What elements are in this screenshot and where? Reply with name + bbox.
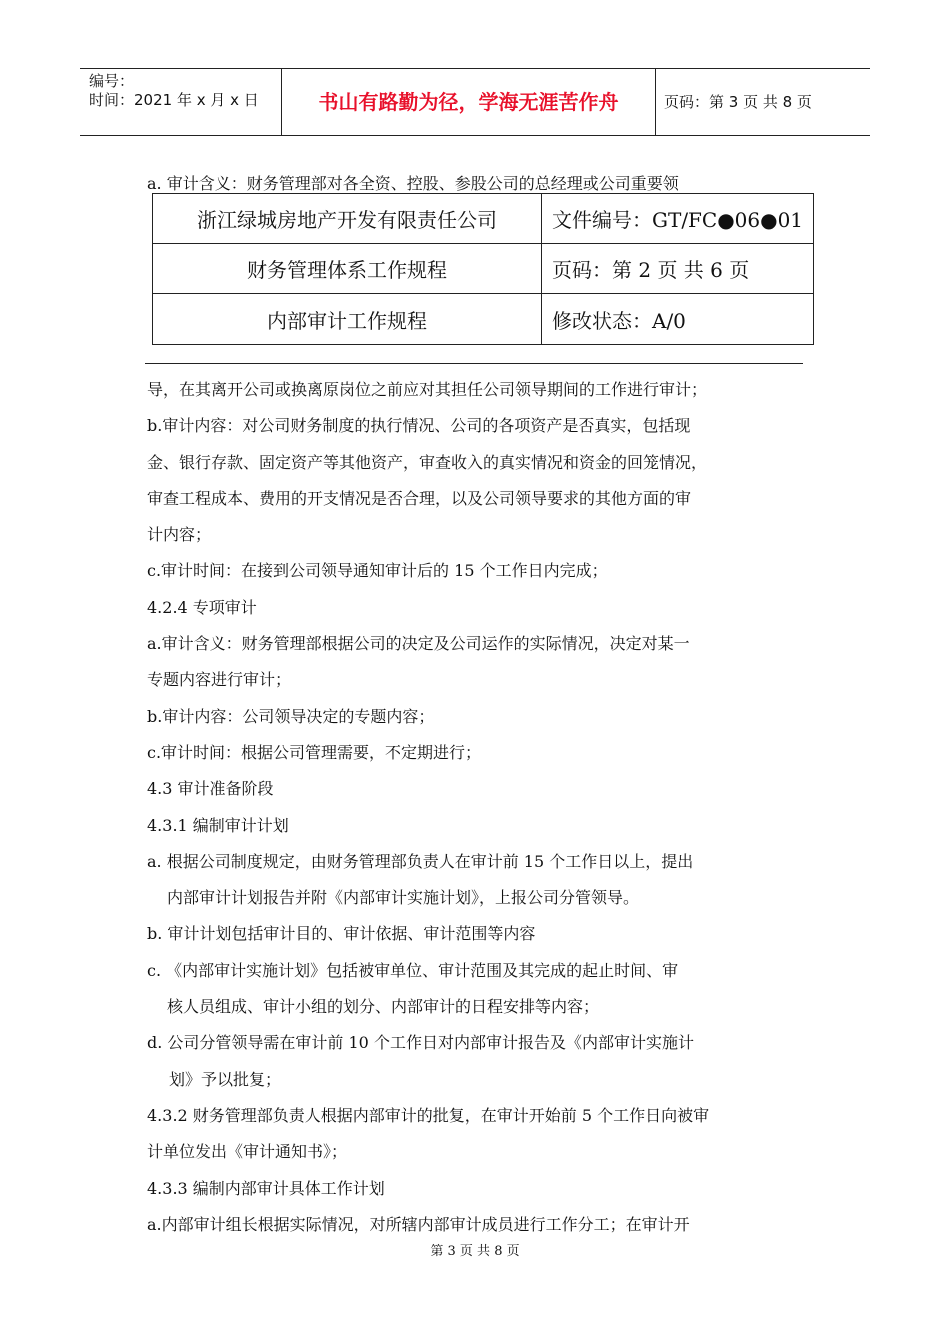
system-name: 财务管理体系工作规程 <box>153 244 542 294</box>
date-label: 时间：2021 年 x 月 x 日 <box>89 91 259 109</box>
divider <box>145 363 803 364</box>
text-line: 导，在其离开公司或换离原岗位之前应对其担任公司领导期间的工作进行审计； <box>147 380 708 399</box>
document-info-table <box>152 193 814 345</box>
page-header <box>80 68 870 136</box>
text-line: 金、银行存款、固定资产等其他资产，审查收入的真实情况和资金的回笼情况， <box>147 452 708 472</box>
text-line: 划》予以批复； <box>169 1069 282 1089</box>
header-page-info: 页码：第 3 页 共 8 页 <box>664 93 812 111</box>
section-heading: 4.2.4 专项审计 <box>147 597 257 617</box>
file-number: 文件编号：GT/FC●06●01 <box>542 194 814 244</box>
text-line: b. 审计计划包括审计目的、审计依据、审计范围等内容 <box>147 924 536 944</box>
document-number-label: 编号： <box>89 72 135 90</box>
text-line: 内部审计计划报告并附《内部审计实施计划》，上报公司分管领导。 <box>167 888 640 908</box>
text-line: 核人员组成、审计小组的划分、内部审计的日程安排等内容； <box>167 997 600 1017</box>
text-line: a.内部审计组长根据实际情况，对所辖内部审计成员进行工作分工；在审计开 <box>147 1214 690 1234</box>
text-line: c.审计时间：根据公司管理需要，不定期进行； <box>147 742 482 762</box>
page-footer: 第 3 页 共 8 页 <box>430 1244 520 1259</box>
text-line: a.审计含义：财务管理部根据公司的决定及公司运作的实际情况，决定对某一 <box>147 634 690 654</box>
header-meta <box>80 69 282 135</box>
section-heading: 4.3 审计准备阶段 <box>147 779 274 799</box>
procedure-name: 内部审计工作规程 <box>153 294 542 345</box>
page-number: 页码：第 2 页 共 6 页 <box>542 244 814 294</box>
header-slogan: 书山有路勤为径，学海无涯苦作舟 <box>282 69 656 135</box>
text-line: 计单位发出《审计通知书》； <box>147 1142 348 1162</box>
body-text <box>147 372 822 1243</box>
text-line: c. 《内部审计实施计划》包括被审单位、审计范围及其完成的起止时间、审 <box>147 960 679 980</box>
section-heading: 4.3.3 编制内部审计具体工作计划 <box>147 1178 385 1198</box>
company-name: 浙江绿城房地产开发有限责任公司 <box>153 194 542 244</box>
text-line: b.审计内容：对公司财务制度的执行情况、公司的各项资产是否真实，包括现 <box>147 416 691 436</box>
text-line: 4.3.2 财务管理部负责人根据内部审计的批复，在审计开始前 5 个工作日向被审 <box>147 1105 710 1125</box>
text-line: 专题内容进行审计； <box>147 670 292 690</box>
text-line: d. 公司分管领导需在审计前 10 个工作日对内部审计报告及《内部审计实施计 <box>147 1033 694 1053</box>
text-line: 计内容； <box>147 525 212 545</box>
text-line: a. 根据公司制度规定，由财务管理部负责人在审计前 15 个工作日以上，提出 <box>147 851 694 871</box>
revision-status: 修改状态：A/0 <box>542 294 814 345</box>
text-line: c.审计时间：在接到公司领导通知审计后的 15 个工作日内完成； <box>147 561 608 581</box>
text-line: 审查工程成本、费用的开支情况是否合理，以及公司领导要求的其他方面的审 <box>147 488 692 508</box>
text-line: b.审计内容：公司领导决定的专题内容； <box>147 706 435 726</box>
section-heading: 4.3.1 编制审计计划 <box>147 815 289 835</box>
intro-line: a. 审计含义：财务管理部对各全资、控股、参股公司的总经理或公司重要领 <box>147 174 679 193</box>
